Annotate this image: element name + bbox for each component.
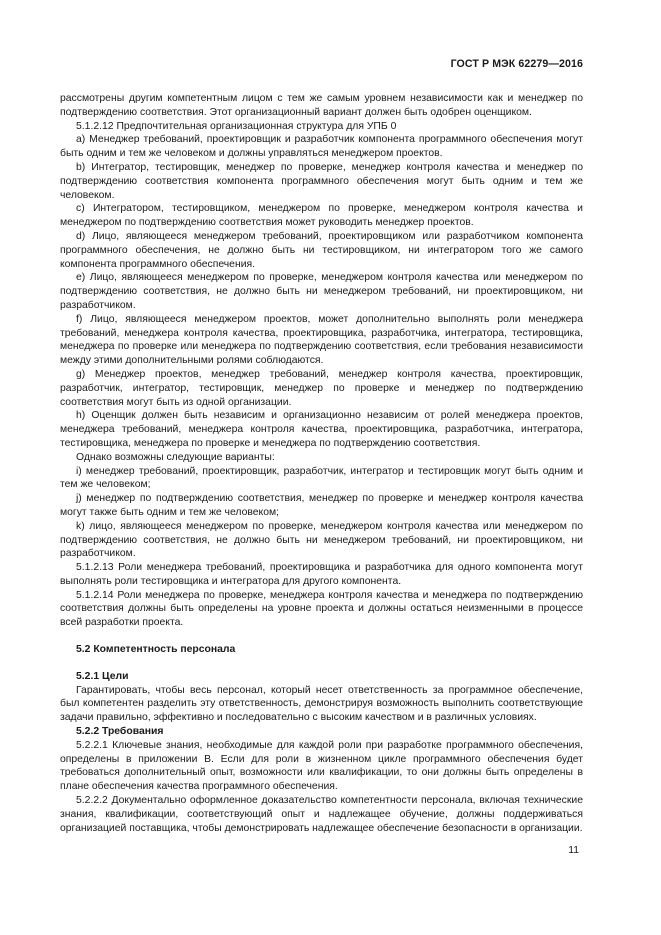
list-item: с) Интегратором, тестировщиком, менеджером по проверке, менеджером контроля качества и менеджером по подтверждению соответствия может руководить менеджер проектов. (60, 203, 583, 229)
clause: 5.1.2.13 Роли менеджера требований, проектировщика и разработчика для одного компонента могут выполнять роли тестировщика и интегратора для другого компонента. (60, 562, 583, 587)
list-item: h) Оценщик должен быть независим и организационно независим от ролей менеджера проектов, менеджера требований, менеджера контроля качества, проектировщика, разработчика, интегратора, тестировщика, менеджера по проверке и менеджера по подтверждению соответствия. (60, 410, 583, 449)
clause: 5.1.2.14 Роли менеджера по проверке, менеджера контроля качества и менеджера по подтверждению соответствия должны быть определены на уровне проекта и должны остаться неизменными в процессе всей разработки проекта. (60, 589, 583, 629)
clause: 5.2.2.1 Ключевые знания, необходимые для каждой роли при разработке программного обеспечения, определены в приложении В. Если для роли в жизненном цикле программного обеспечения будет требоваться дополнительный опыт, возможности или квалификации, то они должны быть определены в плане обеспечения качества программного обеспечения. (60, 739, 583, 793)
subsection-heading-requirements: 5.2.2 Требования (76, 726, 164, 738)
paragraph: Гарантировать, чтобы весь персонал, который несет ответственность за программное обеспечение, был компетентен разделить эту ответственность, демонстрируя возможность выполнить соответствующие задачи правильно, эффективно и последовательно с высоким качеством и в различных условиях. (60, 684, 583, 724)
standard-header: ГОСТ Р МЭК 62279—2016 (450, 58, 583, 70)
document-body (60, 92, 583, 835)
section-heading: 5.2 Компетентность персонала (76, 644, 236, 656)
paragraph: Однако возможны следующие варианты: (76, 451, 275, 463)
list-item: k) лицо, являющееся менеджером по проверке, менеджером контроля качества или менеджером по подтверждению соответствия, не должно быть ни менеджером требований, ни проектировщиком, ни разработчиком. (60, 520, 583, 560)
list-item: b) Интегратор, тестировщик, менеджер по проверке, менеджер контроля качества и менеджер по подтверждению соответствия компонента программного обеспечения могут быть одним и тем же человеком. (60, 161, 583, 201)
clause-heading: 5.1.2.12 Предпочтительная организационная структура для УПБ 0 (76, 120, 397, 132)
page-number: 11 (568, 845, 579, 856)
subsection-heading-goals: 5.2.1 Цели (76, 670, 129, 682)
list-item: j) менеджер по подтверждению соответствия, менеджер по проверке и менеджер контроля качества могут также быть одним и тем же человеком; (60, 493, 583, 518)
clause: 5.2.2.2 Документально оформленное доказательство компетентности персонала, включая технические знания, квалификации, соответствующий опыт и надлежащее обучение, должны поддерживаться организацией поставщика, чтобы демонстрировать надлежащее обеспечение безопасности в организации. (60, 795, 583, 834)
list-item: i) менеджер требований, проектировщик, разработчик, интегратор и тестировщик могут быть одним и тем же человеком; (60, 465, 583, 491)
list-item: d) Лицо, являющееся менеджером требований, проектировщиком или разработчиком компонента программного обеспечения, не должно быть ни тестировщиком, ни интегратором того же самого компонента программного обеспечения. (60, 230, 583, 270)
list-item: g) Менеджер проектов, менеджер требований, менеджер контроля качества, проектировщик, разработчик, интегратор, тестировщик, менеджер по проверке и менеджер по подтверждению соответствия могут быть из одной организации. (60, 368, 583, 408)
list-item: е) Лицо, являющееся менеджером по проверке, менеджером контроля качества или менеджером по подтверждению соответствия, не должно быть ни менеджером требований, ни проектировщиком, ни разработчиком. (60, 272, 583, 311)
list-item: а) Менеджер требований, проектировщик и разработчик компонента программного обеспечения могут быть одним и тем же человеком и должны управляться менеджером проектов. (60, 134, 583, 160)
list-item: f) Лицо, являющееся менеджером проектов, может дополнительно выполнять роли менеджера требований, менеджера контроля качества, проектировщика, разработчика, интегратора, тестировщика, менеджера по проверке или менеджера по подтверждению соответствия, если требования независимости между этими дополнительными ролями соблюдаются. (60, 313, 583, 367)
paragraph: рассмотрены другим компетентным лицом с тем же самым уровнем независимости как и менеджер по подтверждению соответствия. Этот организационный вариант должен быть одобрен оценщиком. (60, 93, 583, 118)
